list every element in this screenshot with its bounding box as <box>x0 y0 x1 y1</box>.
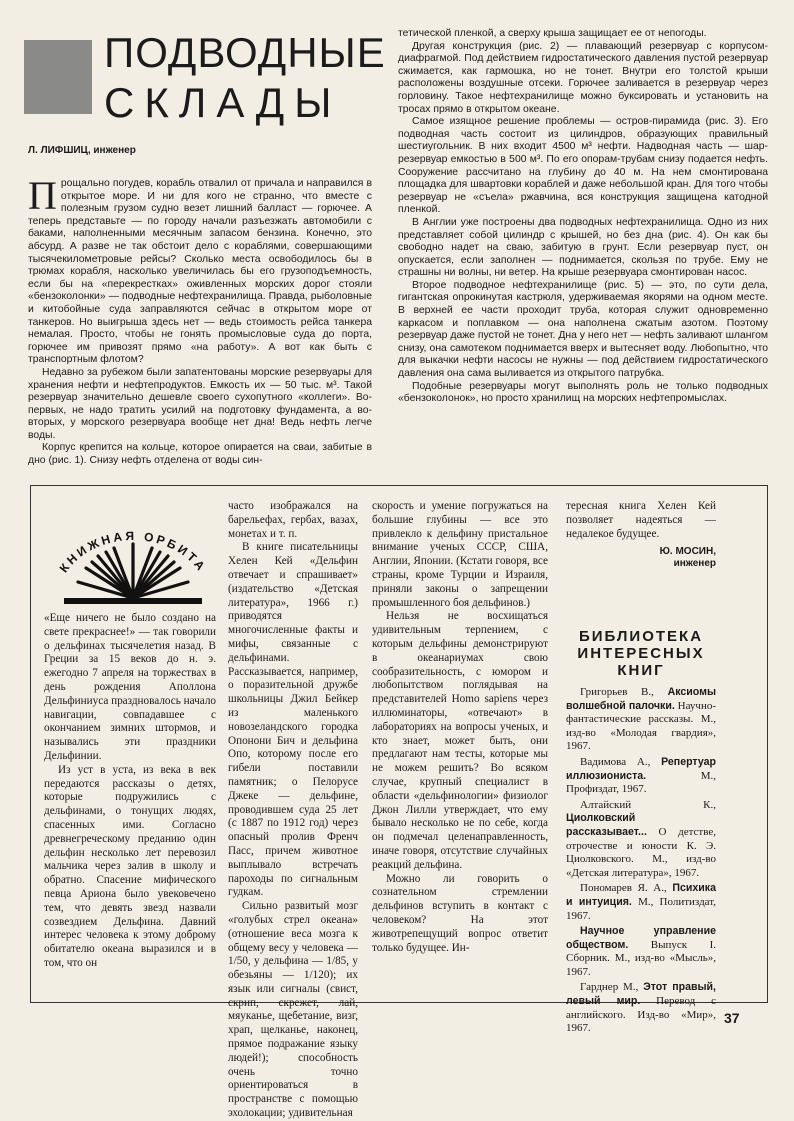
book-column-4 <box>566 500 716 541</box>
book-paragraph: Нельзя не восхищаться удивительным терпением, с которым дельфины демонстрируют в океанариумах свою сообразительность, с юмором и любопытством поглядывая на представителей Homo sapiens через иллюминаторы, «отвечают» в лабораториях на вопросы ученых, и кто знает, может быть, они предлагают нам тесты, которые мы не можем решить? Во всяком случае, крупный специалист в области «дельфинологии» физиолог Джон Лилли утверждает, что ему бывало несколько не по себе, когда он подмечал целенаправленность, иначе говоря, отсутствие случайных реакций дельфина. <box>372 610 548 871</box>
article-paragraph: Недавно за рубежом были запатентованы морские резервуары для хранения нефти и нефтепродуктов. Емкость их — 50 тыс. м³. Такой резервуар значительно дешевле своего сухопутного «коллеги». Во-первых, не надо тратить усилий на подготовку фундамента, а во-вторых, у морского резервуара вообще нет дна! Ведь нефть легче воды. <box>28 366 372 441</box>
article-title-line1: ПОДВОДНЫЕ <box>104 29 386 76</box>
sunburst-icon <box>78 544 188 598</box>
drop-cap: П <box>28 173 57 218</box>
library-list <box>566 686 716 1038</box>
book-paragraph: скорость и умение погружаться на большие глубины — все это привлекло к дельфину пристальное внимание ученых СССР, США, Англии, Японии. (Кстати говоря, все страны, кроме Турции и Израиля, приняли законы о запрещении промышленного боя дельфинов.) <box>372 500 548 609</box>
article-paragraph: Другая конструкция (рис. 2) — плавающий резервуар с корпусом-диафрагмой. Под действием гидростатического давления пустой резервуар сжимается, как гармошка, но не тонет. Внутри его толстой крыши расположены воздушные отсеки. Горючее заливается в резервуар через горловину. Такое нефтехранилище можно буксировать и установить на тросах прямо в открытом океане. <box>398 40 768 115</box>
article-column-2 <box>398 28 768 406</box>
library-item: Пономарев Я. А., Психика и интуиция. М., Политиздат, 1967. <box>566 882 716 922</box>
book-column-2 <box>228 500 358 1121</box>
library-item: Гарднер М., Этот правый, левый мир. Перевод с английского. Изд-во «Мир», 1967. <box>566 981 716 1035</box>
signoff-name: Ю. МОСИН, <box>659 546 716 557</box>
article-paragraph: Самое изящное решение проблемы — остров-пирамида (рис. 3). Его подводная часть состоит из цилиндров, образующих правильный шестиугольник. В них входит 4500 м³ нефти. Надводная часть — шар-резервуар емкостью в 500 м³. По его опорам-трубам снизу подается нефть. Сооружение рассчитано на глубину до 40 м. На нем смонтирована площадка для швартовки кораблей и даже небольшой кран. Для того чтобы резервуар не «съела» ржавчина, вся конструкция защищена катодной пленкой. <box>398 116 768 216</box>
library-item: Алтайский К., Циолковский рассказывает... О детстве, отрочестве и юности К. Э. Циолковского. М., изд-во «Детская литература», 1967. <box>566 798 716 879</box>
book-paragraph: тересная книга Хелен Кей позволяет надеяться — недалекое будущее. <box>566 500 716 540</box>
book-column-1 <box>44 612 216 971</box>
library-item: Вадимова А., Репертуар иллюзиониста. М., Профиздат, 1967. <box>566 755 716 796</box>
article-paragraph: Прощально погудев, корабль отвалил от причала и направился в открытое море. И ни для кого не странно, что вместе с полезным грузом судно везет лишний балласт — горючее. А теперь представьте — по городу начали разъезжать автомобили с баками, наполненными месячным запасом бензина. Конечно, это абсурд. А разве не так обстоит дело с кораблями, совершающими тысячекилометровые рейсы? Сколько места освободилось бы в трюмах корабля, насколько увеличилась бы его грузоподъемность, если бы на «перекрестках» оживленных морских дорог стояли «бензоколонки» — подводные нефтехранилища. Правда, рыболовные и китобойные суда заправляются сейчас в открытом море от танкеров. Но выигрыша здесь нет — ведь стоимость рейса танкера немалая. Просто, чтобы не гонять промысловые суда до порта, горючее им привозят прямо «на работу». А вот как быть с транспортным флотом? <box>28 173 372 366</box>
article-column-1 <box>28 173 372 468</box>
book-orbit-logo <box>44 500 222 618</box>
article-paragraph: Подобные резервуары могут выполнять роль не только подводных «бензоколонок», но просто хранилищ на морских нефтепромыслах. <box>398 380 768 405</box>
book-paragraph: «Еще ничего не было создано на свете прекраснее!» — так говорили о дельфинах тысячелетия назад. В Греции за 15 веков до н. э. ежегодно 7 апреля на торжествах в день рождения Аполлона Дельфиниуса праздновалось начало навигации, совпадавшее с окончанием зимних штормов, и назывались эти праздники Дельфинии. <box>44 612 217 762</box>
logo-base-bar <box>64 598 202 604</box>
signoff-title: инженер <box>673 558 716 569</box>
article-title-line2: СКЛАДЫ <box>104 79 342 126</box>
library-item: Научное управление обществом. Выпуск I. Сборник. М., изд-во «Мысль», 1967. <box>566 925 716 978</box>
book-orbit-logo-text: КНИЖНАЯ ОРБИТА <box>56 528 210 576</box>
book-paragraph: часто изображался на барельефах, гербах, вазах, монетах и т. п. <box>228 500 358 540</box>
book-paragraph: Сильно развитый мозг «голубых стрел океана» (отношение веса мозга к общему весу у человека — 1/50, у дельфина — 1/85, у обезьяны — 1/120); их язык или сигналы (свист, скрип, скрежет, лай, мяуканье, щебетание, визг, храп, щелканье, наконец, прямое подражание языку людей!); способность очень точно ориентироваться в пространстве с помощью эхолокации; удивительная <box>228 900 358 1120</box>
article-paragraph: Корпус крепится на кольце, которое опирается на сваи, забитые в дно (рис. 1). Снизу нефть отделена от воды син- <box>28 442 372 467</box>
article-paragraph: Второе подводное нефтехранилище (рис. 5) — это, по сути дела, гигантская опрокинутая кастрюля, удерживаемая якорями на одном месте. В верхней ее части проходит труба, которая служит одновременно каркасом и поплавком — она наполнена сжатым азотом. Поэтому резервуар даже пустой не тонет. Дна у него нет — нефть заливают шлангом снизу, она самотеком поднимается вверх и вытесняет воду. Любопытно, что для выкачки нефти насосы не нужны — под действием гидростатического давления она сама выливается из открытого патрубка. <box>398 279 768 380</box>
book-paragraph: В книге писательницы Хелен Кей «Дельфин отвечает и спрашивает» (издательство «Детская литература», 1966 г.) приводятся многочисленные факты и мифы, связанные с дельфинами. Рассказывается, например, о поразительной дружбе школьницы Джил Бейкер из маленького новозеландского городка Опонони Бич и дельфина Опо, которому после его гибели поставили памятник; о Пелорусе Джеке — дельфине, проводившем суда 25 лет (с 1887 по 1912 год) через опасный пролив Френч Пасс, причем животное выплывало встречать пароходы по сигнальным гудкам. <box>228 541 358 899</box>
article-author: Л. ЛИФШИЦ, инженер <box>28 145 136 156</box>
article-paragraph: В Англии уже построены два подводных нефтехранилища. Одно из них представляет собой цилиндр с крышей, но без дна (рис. 4). Он как бы свободно надет на сваю, забитую в грунт. Если резервуар пуст, он опускается, если заполнен — поднимается, скользя по трубе. Ему не страшны ни волны, ни ветер. На крыше резервуара смонтирован насос. <box>398 216 768 279</box>
library-title: БИБЛИОТЕКА ИНТЕРЕСНЫХ КНИГ <box>577 628 705 679</box>
book-column-3 <box>372 500 548 955</box>
page-number: 37 <box>724 1010 740 1026</box>
book-review-signoff <box>566 546 716 570</box>
article-paragraph: тетической пленкой, а сверху крыша защищает ее от непогоды. <box>398 28 707 39</box>
book-paragraph: Можно ли говорить о сознательном стремлении дельфинов вступить в контакт с человеком? На этот животрепещущий вопрос ответит только будущее. Ин- <box>372 872 548 954</box>
title-decor-block <box>24 40 92 114</box>
library-item: Григорьев В., Аксиомы волшебной палочки. Научно-фантастические рассказы. М., изд-во «Молодая гвардия», 1967. <box>566 686 716 753</box>
book-paragraph: Из уст в уста, из века в век передаются рассказы о детях, которые подружились с дельфинами, о тонущих людях, спасенных ими. Согласно древнегреческому преданию один дельфин несколько лет перевозил мальчика через залив в школу и обратно. Спасение мифического певца Ариона было увековечено тем, что девять звезд назвали созвездием Дельфина. Давний интерес человека к этому доброму обитателю океана выразился и в том, что он <box>44 763 216 969</box>
